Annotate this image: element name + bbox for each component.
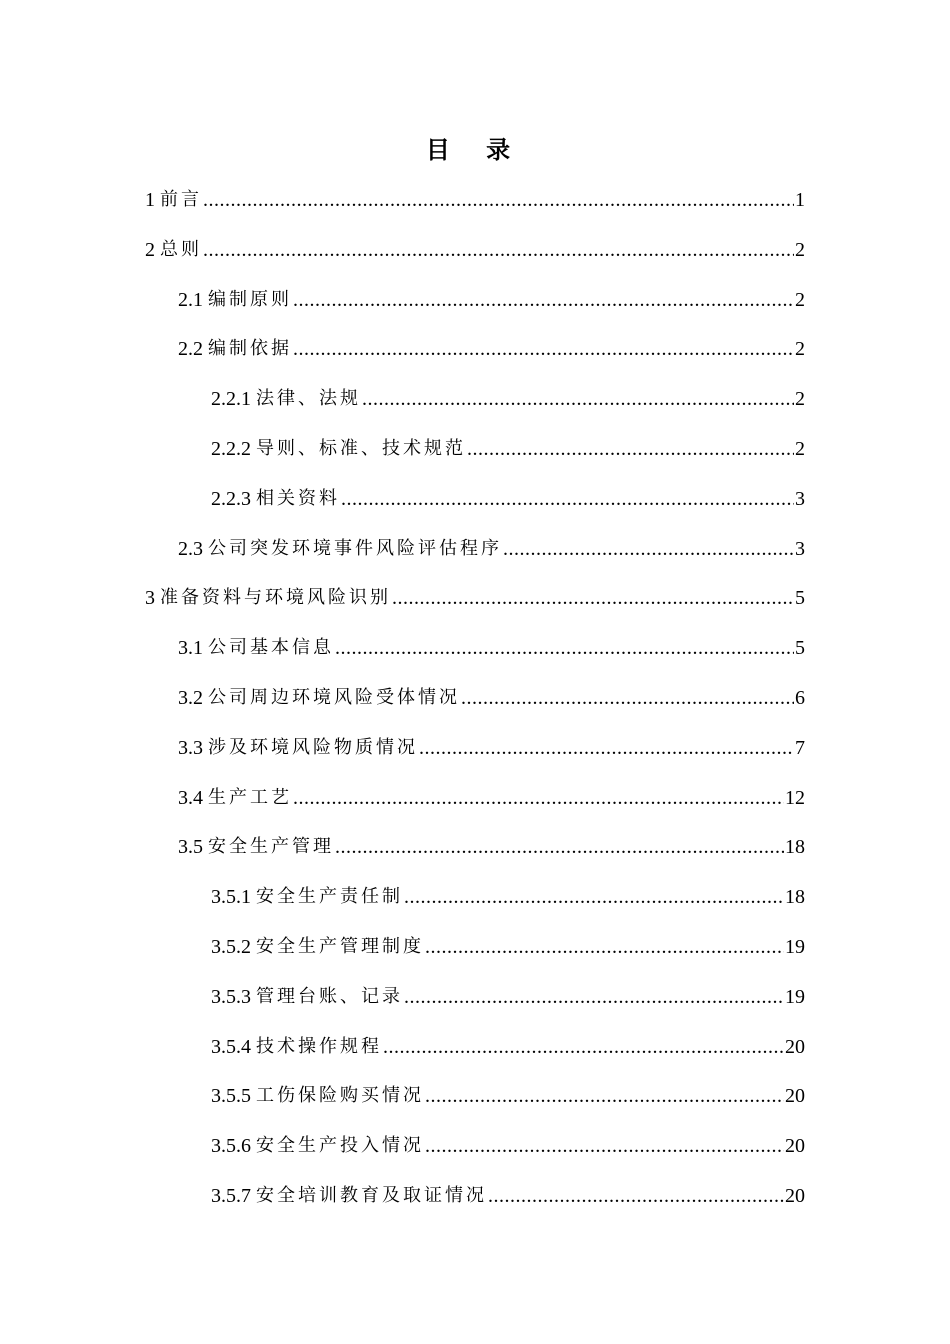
toc-entry-title: 管理台账、记录 [256, 985, 403, 1007]
toc-dot-leader [203, 183, 794, 217]
toc-entry-title: 前言 [160, 189, 202, 210]
toc-dot-leader [392, 581, 794, 615]
toc-entry-page-number: 7 [795, 736, 805, 759]
toc-entry-number: 3.5 [178, 836, 203, 859]
toc-entry-title: 准备资料与环境风险识别 [160, 587, 391, 609]
toc-dot-leader [335, 830, 784, 864]
toc-dot-leader [425, 1129, 784, 1163]
toc-entry-title: 编制原则 [208, 288, 292, 310]
toc-entry-page-number: 20 [785, 1184, 805, 1207]
toc-entry[interactable] [0, 1179, 950, 1229]
toc-entry[interactable] [0, 581, 950, 631]
toc-entry[interactable] [0, 631, 950, 681]
toc-entry-page-number: 18 [785, 836, 805, 859]
toc-entry-title: 工伤保险购买情况 [256, 1085, 424, 1107]
toc-entry-title: 涉及环境风险物质情况 [208, 736, 418, 758]
toc-entry-page-number: 5 [795, 637, 805, 660]
toc-dot-leader [293, 332, 794, 366]
toc-entry-number: 3.5.2 [211, 935, 251, 958]
toc-dot-leader [461, 681, 794, 715]
toc-entry-number: 3.5.4 [211, 1035, 251, 1058]
toc-entry-title: 生产工艺 [208, 786, 292, 808]
toc-entry[interactable] [0, 183, 950, 233]
toc-entry[interactable] [0, 1079, 950, 1129]
toc-entry-page-number: 2 [795, 338, 805, 361]
toc-entry[interactable] [0, 980, 950, 1030]
toc-entry-number: 3.5.1 [211, 886, 251, 909]
toc-entry[interactable] [0, 880, 950, 930]
toc-entry-title: 导则、标准、技术规范 [256, 437, 466, 459]
toc-entry[interactable] [0, 482, 950, 532]
toc-entry[interactable] [0, 1129, 950, 1179]
toc-title: 目 录 [425, 136, 525, 164]
toc-entry-page-number: 19 [785, 935, 805, 958]
toc-entry-page-number: 3 [795, 537, 805, 560]
toc-list [0, 183, 950, 1229]
toc-entry[interactable] [0, 233, 950, 283]
toc-dot-leader [488, 1179, 784, 1213]
toc-entry-number: 2.1 [178, 288, 203, 311]
toc-entry-number: 2 [145, 238, 155, 261]
toc-entry-number: 3.5.7 [211, 1184, 251, 1207]
toc-entry-number: 3.2 [178, 686, 203, 709]
toc-entry[interactable] [0, 332, 950, 382]
toc-entry[interactable] [0, 432, 950, 482]
toc-entry-page-number: 18 [785, 886, 805, 909]
toc-dot-leader [293, 781, 784, 815]
toc-entry[interactable] [0, 382, 950, 432]
toc-entry-number: 1 [145, 189, 155, 211]
toc-entry-page-number: 6 [795, 686, 805, 709]
toc-dot-leader [383, 1030, 784, 1064]
toc-dot-leader [203, 233, 794, 267]
toc-entry[interactable] [0, 731, 950, 781]
toc-dot-leader [362, 382, 794, 416]
toc-entry-title: 技术操作规程 [256, 1035, 382, 1057]
toc-entry-title: 安全培训教育及取证情况 [256, 1184, 487, 1206]
toc-entry-page-number: 12 [785, 786, 805, 809]
toc-dot-leader [341, 482, 794, 516]
toc-entry-title: 公司突发环境事件风险评估程序 [208, 537, 502, 559]
toc-entry-title: 公司周边环境风险受体情况 [208, 686, 460, 708]
toc-entry-number: 2.2.3 [211, 487, 251, 510]
toc-entry-page-number: 20 [785, 1035, 805, 1058]
toc-entry[interactable] [0, 532, 950, 582]
toc-entry-page-number: 1 [795, 189, 805, 211]
toc-entry-number: 2.2.2 [211, 437, 251, 460]
toc-dot-leader [467, 432, 794, 466]
toc-entry-number: 3.5.3 [211, 985, 251, 1008]
toc-entry[interactable] [0, 283, 950, 333]
toc-entry-number: 3.1 [178, 637, 203, 660]
toc-entry-title: 编制依据 [208, 338, 292, 360]
toc-entry[interactable] [0, 781, 950, 831]
toc-entry-page-number: 19 [785, 985, 805, 1008]
toc-entry-page-number: 20 [785, 1135, 805, 1158]
toc-entry-page-number: 2 [795, 288, 805, 311]
toc-dot-leader [404, 880, 784, 914]
toc-entry-page-number: 2 [795, 437, 805, 460]
toc-entry-title: 总则 [160, 238, 202, 260]
toc-dot-leader [419, 731, 794, 765]
toc-entry-number: 3.5.6 [211, 1135, 251, 1158]
toc-entry[interactable] [0, 930, 950, 980]
toc-entry-number: 2.2 [178, 338, 203, 361]
toc-dot-leader [503, 532, 794, 566]
toc-entry[interactable] [0, 830, 950, 880]
toc-entry-number: 2.2.1 [211, 388, 251, 411]
toc-entry-number: 3.5.5 [211, 1085, 251, 1108]
toc-entry-page-number: 2 [795, 388, 805, 411]
toc-entry-page-number: 5 [795, 587, 805, 610]
toc-entry-title: 公司基本信息 [208, 637, 334, 659]
toc-entry-number: 3 [145, 587, 155, 610]
toc-entry-page-number: 3 [795, 487, 805, 510]
toc-entry-number: 2.3 [178, 537, 203, 560]
toc-entry[interactable] [0, 681, 950, 731]
toc-entry-title: 安全生产管理 [208, 836, 334, 858]
toc-dot-leader [293, 283, 794, 317]
toc-dot-leader [404, 980, 784, 1014]
toc-entry-number: 3.3 [178, 736, 203, 759]
toc-dot-leader [425, 1079, 784, 1113]
toc-entry-title: 法律、法规 [256, 388, 361, 410]
toc-entry-page-number: 2 [795, 238, 805, 261]
toc-entry-title: 安全生产投入情况 [256, 1135, 424, 1157]
toc-dot-leader [425, 930, 784, 964]
toc-entry-title: 安全生产责任制 [256, 886, 403, 908]
toc-entry-number: 3.4 [178, 786, 203, 809]
toc-entry-title: 相关资料 [256, 487, 340, 509]
toc-entry-page-number: 20 [785, 1085, 805, 1108]
toc-entry-title: 安全生产管理制度 [256, 935, 424, 957]
toc-entry[interactable] [0, 1030, 950, 1080]
toc-dot-leader [335, 631, 794, 665]
